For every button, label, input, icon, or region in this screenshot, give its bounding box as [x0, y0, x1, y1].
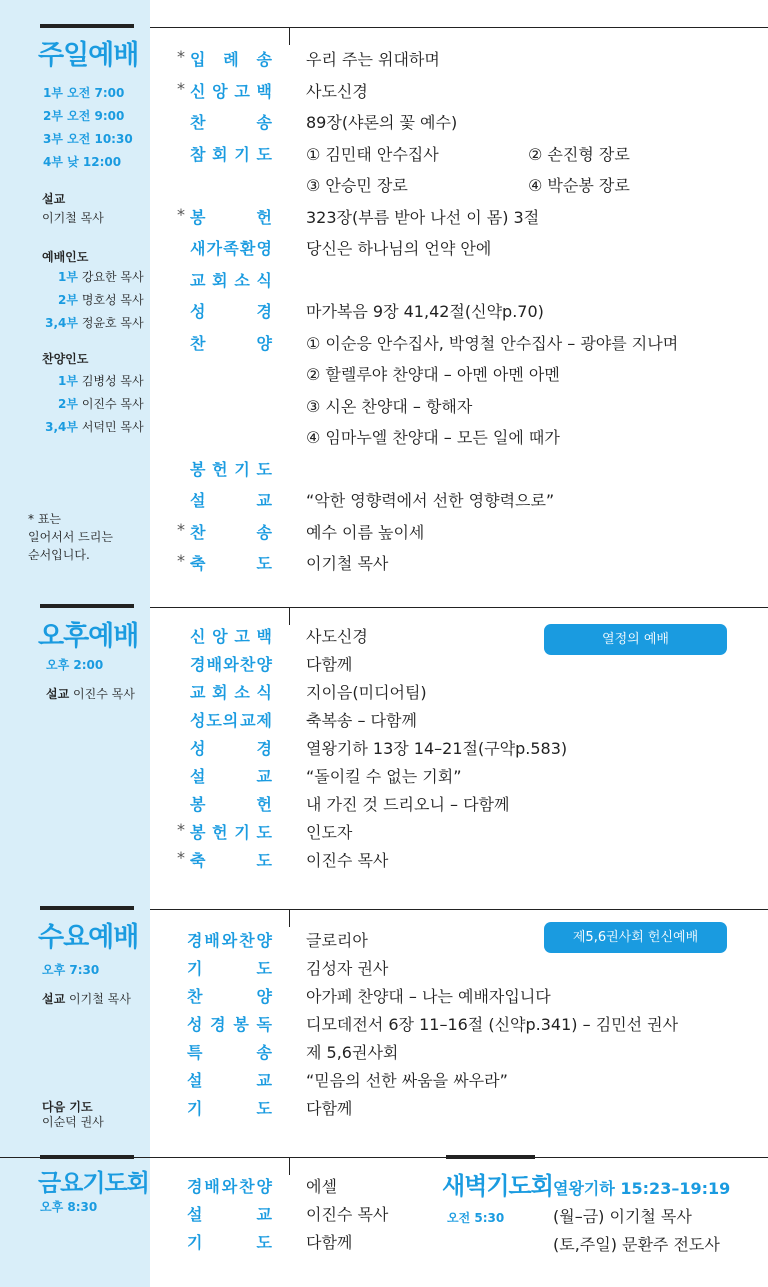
order-value: 지이음(미디어팀) [306, 683, 427, 702]
order-label: 기 도 [187, 959, 272, 978]
order-label: 기 도 [187, 1233, 272, 1252]
section-title-afternoon: 오후예배 [38, 621, 139, 652]
service-time: 오후 8:30 [40, 1200, 98, 1214]
order-value: ② 할렐루야 찬양대 – 아멘 아멘 아멘 [306, 365, 560, 384]
sermon-preacher: 설교 이기철 목사 [42, 992, 131, 1006]
order-value: 당신은 하나님의 언약 안에 [306, 239, 492, 258]
dawn-scripture: 열왕기하 15:23–19:19 [553, 1179, 731, 1198]
order-label: 교 회 소 식 [190, 683, 272, 702]
order-label: 경 배 와 찬 양 [187, 1177, 272, 1196]
order-label: * 축 도 [190, 551, 272, 574]
order-value: 323장(부름 받아 나선 이 몸) 3절 [306, 207, 540, 227]
column-tick [289, 909, 290, 927]
theme-badge: 열정의 예배 [544, 624, 727, 655]
section-title-sunday: 주일예배 [38, 40, 139, 71]
list-item: 2부 이진수 목사 [58, 397, 144, 411]
column-tick [289, 607, 290, 625]
order-label: * 신 앙 고 백 [190, 79, 272, 102]
order-label: * 입 례 송 [190, 47, 272, 70]
section-title-dawn: 새벽기도회 [442, 1172, 553, 1200]
order-label: 성 경 봉 독 [187, 1015, 272, 1034]
order-label: 성 도 의 교 제 [190, 711, 272, 730]
order-value: 내 가진 것 드리오니 – 다함께 [306, 795, 510, 814]
section-divider [150, 27, 768, 28]
order-label: 신 앙 고 백 [190, 627, 272, 646]
section-divider [150, 909, 768, 910]
dawn-weekend-preacher: (토,주일) 문환주 전도사 [553, 1235, 720, 1254]
order-label: 특 송 [187, 1043, 272, 1062]
order-value: 우리 주는 위대하며 [306, 50, 440, 69]
order-value: 열왕기하 13장 14–21절(구약p.583) [306, 739, 568, 758]
order-label: * 찬 송 [190, 520, 272, 543]
order-value: 이진수 목사 [306, 1205, 389, 1224]
order-value: 인도자 [306, 823, 353, 842]
order-value: 예수 이름 높이세 [306, 522, 425, 542]
order-value: ④ 박순봉 장로 [528, 176, 630, 195]
next-prayer-name: 이순덕 권사 [42, 1115, 104, 1129]
column-tick [289, 1157, 290, 1175]
order-label: 설 교 [190, 767, 272, 786]
service-time: 1부 오전 7:00 [43, 86, 125, 100]
dawn-weekday-preacher: (월–금) 이기철 목사 [553, 1207, 692, 1226]
order-value: 에셀 [306, 1177, 337, 1196]
order-label: 성 경 [190, 302, 272, 321]
sermon-label: 설교 [42, 192, 66, 206]
order-value: ③ 시온 찬양대 – 항해자 [306, 396, 473, 416]
order-value: “악한 영향력에서 선한 영향력으로” [306, 491, 555, 510]
section-title-wednesday: 수요예배 [38, 922, 139, 953]
order-label: 봉 헌 [190, 795, 272, 814]
theme-badge: 제5,6권사회 헌신예배 [544, 922, 727, 953]
section-divider [40, 24, 134, 28]
sermon-preacher: 설교 이진수 목사 [46, 687, 135, 701]
order-value: 글로리아 [306, 931, 368, 950]
order-label: * 봉 헌 [190, 205, 272, 228]
order-label: 성 경 [190, 739, 272, 758]
order-value: ④ 임마누엘 찬양대 – 모든 일에 때가 [306, 428, 560, 447]
order-value: ② 손진형 장로 [528, 144, 630, 164]
order-value: 축복송 – 다함께 [306, 711, 417, 730]
order-value: 다함께 [306, 655, 353, 674]
next-prayer-label: 다음 기도 [42, 1100, 93, 1114]
service-time: 3부 오전 10:30 [43, 132, 133, 146]
section-title-friday: 금요기도회 [38, 1169, 149, 1197]
order-value: 89장(샤론의 꽃 예수) [306, 113, 458, 132]
order-value: ③ 안승민 장로 [306, 176, 408, 195]
praise-label: 찬양인도 [42, 352, 89, 366]
order-value: ① 김민태 안수집사 [306, 144, 439, 164]
service-time: 오후 2:00 [46, 658, 104, 672]
leader-label: 예배인도 [42, 250, 89, 264]
order-value: 아가페 찬양대 – 나는 예배자입니다 [306, 987, 551, 1006]
order-label: 설 교 [187, 1205, 272, 1224]
order-value: 다함께 [306, 1233, 353, 1252]
order-label: 기 도 [187, 1099, 272, 1118]
praise-list [42, 370, 144, 439]
standing-note: * 표는 일어서서 드리는 순서입니다. [28, 512, 113, 562]
order-value: 이기철 목사 [306, 554, 389, 573]
service-time: 오전 5:30 [447, 1211, 505, 1225]
sunday-times [43, 82, 133, 174]
order-label: 설 교 [190, 491, 272, 510]
column-tick [289, 27, 290, 45]
order-label: 경 배 와 찬 양 [190, 655, 272, 674]
order-label: 설 교 [187, 1071, 272, 1090]
order-label: 찬 양 [190, 333, 272, 353]
order-value: 디모데전서 6장 11–16절 (신약p.341) – 김민선 권사 [306, 1015, 679, 1034]
order-value: 사도신경 [306, 81, 368, 101]
sermon-preacher: 이기철 목사 [42, 211, 104, 225]
list-item: 3,4부 서덕민 목사 [45, 420, 144, 434]
service-time: 4부 낮 12:00 [43, 155, 122, 169]
section-divider [40, 604, 134, 608]
order-value: 제 5,6권사회 [306, 1043, 399, 1062]
order-label: 찬 양 [187, 987, 272, 1006]
order-value: 마가복음 9장 41,42절(신약p.70) [306, 302, 544, 321]
order-label: 찬 송 [190, 113, 272, 132]
section-divider [446, 1155, 535, 1159]
section-divider [150, 607, 768, 608]
section-divider [40, 1155, 134, 1159]
list-item: 3,4부 정윤호 목사 [45, 316, 144, 330]
order-value: ① 이순응 안수집사, 박영철 안수집사 – 광야를 지나며 [306, 333, 679, 353]
service-time: 오후 7:30 [42, 963, 100, 977]
order-label: 새 가 족 환 영 [190, 239, 272, 258]
order-label: 교 회 소 식 [190, 270, 272, 290]
list-item: 1부 강요한 목사 [58, 270, 144, 284]
order-value: 김성자 권사 [306, 959, 389, 978]
order-value: 사도신경 [306, 627, 368, 646]
order-label: * 축 도 [190, 848, 272, 871]
order-label: 참 회 기 도 [190, 144, 272, 164]
order-label: * 봉 헌 기 도 [190, 820, 272, 843]
list-item: 2부 명호성 목사 [58, 293, 144, 307]
section-divider [40, 906, 134, 910]
service-time: 2부 오전 9:00 [43, 109, 125, 123]
order-value: “믿음의 선한 싸움을 싸우라” [306, 1071, 508, 1090]
order-value: 다함께 [306, 1099, 353, 1118]
order-value: “돌이킬 수 없는 기회” [306, 767, 462, 786]
order-label: 경 배 와 찬 양 [187, 931, 272, 950]
list-item: 1부 김병성 목사 [58, 374, 144, 388]
order-value: 이진수 목사 [306, 851, 389, 870]
order-label: 봉 헌 기 도 [190, 459, 272, 479]
leader-list [42, 266, 144, 335]
